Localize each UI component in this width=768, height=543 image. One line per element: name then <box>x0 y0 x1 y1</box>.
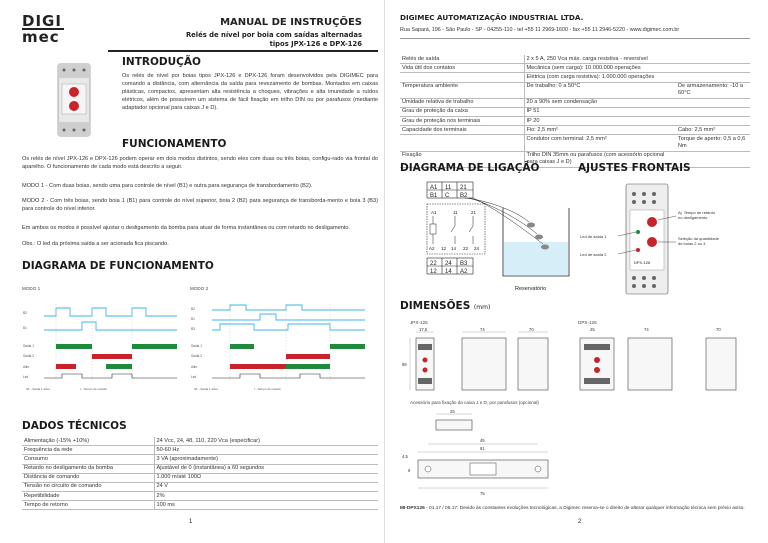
spec-value-2: Torque de aperto: 0,5 a 0,6 Nm <box>676 135 750 151</box>
spec-label: Capacidade dos terminais <box>400 126 524 135</box>
tech-row <box>22 473 378 482</box>
svg-text:68: 68 <box>402 362 407 367</box>
spec-label <box>400 135 524 151</box>
svg-text:25: 25 <box>590 327 595 332</box>
svg-text:70: 70 <box>529 327 534 332</box>
spec-row <box>400 117 750 126</box>
timing-diagram-modo1 <box>22 302 182 397</box>
led-saida2-label: Led de saída 2 <box>580 252 607 257</box>
spec-label: Fixação <box>400 151 524 167</box>
func-p4: Em ambos os modos é possível ajustar o desligamento da bomba para atuar de forma instantânea ou com retardo no desligamento. <box>22 225 351 231</box>
svg-text:Led: Led <box>191 375 197 379</box>
dimension-drawings <box>400 326 760 396</box>
tech-table <box>22 437 378 510</box>
aj-tempo-label: Aj. Tempo de retardo <box>678 210 716 215</box>
digimec-logo <box>22 14 64 45</box>
spec-value-2 <box>676 107 750 116</box>
spec-value-2: Cabo: 2,5 mm² <box>676 126 750 135</box>
svg-text:17,5: 17,5 <box>419 327 428 332</box>
term-top-1: 11 <box>445 185 452 191</box>
svg-text:no desligamento: no desligamento <box>678 215 708 220</box>
accessory-drawing <box>400 406 600 498</box>
svg-text:12: 12 <box>441 246 447 251</box>
page-divider <box>384 0 385 543</box>
subtitle-1: Relés de nível por boia com saídas alternadas <box>185 31 362 39</box>
dimensoes-heading: DIMENSÕES (mm) <box>400 300 491 312</box>
term-bot-2: B3 <box>460 261 468 267</box>
spec-value: 20 a 90% sem condensação <box>524 98 676 107</box>
spec-row <box>400 107 750 116</box>
term-bot-1: 24 <box>445 261 452 267</box>
term-bot-3: 12 <box>430 269 437 275</box>
svg-text:de boias 2 ou 3: de boias 2 ou 3 <box>678 241 706 246</box>
spec-row <box>400 82 750 98</box>
func-p2: MODO 1 - Com duas boias, sendo uma para controle de nível (B1) e outra para segurança de transbordamento (B2). <box>22 183 313 189</box>
spec-row <box>400 98 750 107</box>
svg-text:61: 61 <box>480 446 485 451</box>
spec-label: Relés de saída <box>400 55 524 64</box>
spec-value: IP 20 <box>524 117 676 126</box>
term-top-3: B1 <box>430 193 438 199</box>
svg-text:B1: B1 <box>23 326 27 330</box>
spec-label: Temperatura ambiente <box>400 82 524 98</box>
func-heading: FUNCIONAMENTO <box>122 138 227 150</box>
spec-value: Mecânica (sem carga): 10.000.000 operações <box>524 64 676 73</box>
spec-row <box>400 126 750 135</box>
svg-text:70: 70 <box>716 327 721 332</box>
ajustes-heading: AJUSTES FRONTAIS <box>578 162 691 174</box>
svg-text:Saída 1: Saída 1 <box>191 344 202 348</box>
tech-row <box>22 446 378 455</box>
spec-label <box>400 73 524 82</box>
tech-value: 24 Vcc, 24, 48, 110, 220 Vca (especificar) <box>154 437 378 446</box>
func-p3: MODO 2 - Com três boias, sendo boia 1 (B1) para controle do nível superior, boia 2 (B2) para segurança de transborda-mento e boia 3 (B3) para controle do nível inferior. <box>22 198 378 213</box>
product-image <box>52 60 96 140</box>
spec-value-2 <box>676 55 750 64</box>
spec-row <box>400 64 750 73</box>
logo-line1: DIGI <box>22 12 62 30</box>
tech-label: Retardo no desligamento da bomba <box>22 464 154 473</box>
specs-table <box>400 55 750 168</box>
spec-label: Vida útil dos contatos <box>400 64 524 73</box>
front-panel-diagram <box>578 180 758 298</box>
svg-text:24: 24 <box>474 246 480 251</box>
svg-text:14: 14 <box>451 246 457 251</box>
spec-value: 2 x 5 A, 250 Vca máx. carga resistiva - reversível <box>524 55 676 64</box>
term-bot-0: 22 <box>430 261 437 267</box>
svg-text:S1 - Saída 1 ativa: S1 - Saída 1 ativa <box>26 387 50 391</box>
led-saida1-label: Led de saída 1 <box>580 234 607 239</box>
svg-text:11: 11 <box>453 210 458 215</box>
acessorio-label: Acessório para fixação da caixa J e D, por parafusos (opcional) <box>410 400 539 405</box>
svg-text:75: 75 <box>480 491 485 496</box>
svg-text:6: 6 <box>408 468 411 473</box>
header-rule <box>400 38 750 39</box>
term-bot-5: A2 <box>460 269 468 275</box>
spec-value-2 <box>676 117 750 126</box>
svg-text:25: 25 <box>450 409 455 414</box>
svg-text:Saída 2: Saída 2 <box>23 354 34 358</box>
spec-value-2 <box>676 64 750 73</box>
company-address: Rua Sapará, 196 - São Paulo - SP - 04255-110 - tel +55 11 2969-1600 - fax +55 11 2946-5220 - www.digimec.com.br <box>400 27 680 33</box>
term-bot-4: 14 <box>445 269 452 275</box>
spec-value: IP 51 <box>524 107 676 116</box>
intro-heading: INTRODUÇÃO <box>122 56 201 68</box>
svg-text:Saída 2: Saída 2 <box>191 354 202 358</box>
modo1-label: MODO 1 <box>22 286 41 291</box>
dim-unit: (mm) <box>473 304 491 311</box>
tech-row <box>22 455 378 464</box>
tech-value: 24 V <box>154 482 378 491</box>
company-name: DIGIMEC AUTOMATIZAÇÃO INDUSTRIAL LTDA. <box>400 13 584 22</box>
tech-row <box>22 437 378 446</box>
sel-boias-label: Seleção da quantidade <box>678 236 719 241</box>
term-top-4: C <box>445 193 450 199</box>
svg-text:S1 - Saída 1 ativa: S1 - Saída 1 ativa <box>194 387 218 391</box>
footer-code: MI-DPX126 <box>400 506 425 511</box>
footer-text: - 01.17 / 06.17: Devido às constantes evoluções tecnológicas, a Digimec reserva-se o direito de alterar qualquer informação técnica sem prévio aviso. <box>424 506 745 511</box>
svg-text:t - Tempo de retardo: t - Tempo de retardo <box>254 387 281 391</box>
tech-value: 2% <box>154 492 378 501</box>
intro-text: Os relés de nível por boias tipos JPX-126 e DPX-126 foram desenvolvidos pela DIGIMEC para comando a distância, com alternância da saída para revezamento de bombas. Montados em caixas plásticas, compactos, apresentam alta resistência a choques, vibrações e alta imunidade a ruídos elétricos, além de possuírem um sistema de fácil fixação em trilho DIN ou por parafusos (mediante adaptador opcional para caixas J e D). <box>122 73 378 112</box>
svg-text:Alim.: Alim. <box>23 365 31 369</box>
svg-text:B1: B1 <box>191 317 195 321</box>
tech-row <box>22 482 378 491</box>
tech-value: 100 ms <box>154 501 378 510</box>
spec-label: Umidade relativa de trabalho <box>400 98 524 107</box>
tech-label: Consumo <box>22 455 154 464</box>
spec-value: Elétrica (com carga resistiva): 1.000.000 operações <box>524 73 676 82</box>
svg-text:21: 21 <box>471 210 477 215</box>
page-number-2: 2 <box>578 519 582 525</box>
svg-text:A2: A2 <box>429 246 435 251</box>
tech-value: 3 VA (aproximadamente) <box>154 455 378 464</box>
spec-value: Condutor com terminal: 2,5 mm² <box>524 135 676 151</box>
reservatorio-label: Reservatório <box>515 286 547 292</box>
tech-label: Distância de comando <box>22 473 154 482</box>
diag-lig-heading: DIAGRAMA DE LIGAÇÃO <box>400 162 540 174</box>
spec-value-2 <box>676 98 750 107</box>
wiring-diagram <box>425 180 575 298</box>
tech-label: Repetibilidade <box>22 492 154 501</box>
subtitle-2: tipos JPX-126 e DPX-126 <box>269 40 362 48</box>
tech-label: Tempo de retorno <box>22 501 154 510</box>
diag-func-heading: DIAGRAMA DE FUNCIONAMENTO <box>22 260 214 272</box>
modo2-label: MODO 2 <box>190 286 209 291</box>
dpx-label: DPX-126 <box>578 320 597 325</box>
spec-row <box>400 73 750 82</box>
spec-row <box>400 55 750 64</box>
svg-text:Alim.: Alim. <box>191 365 199 369</box>
tech-value: 50-60 Hz <box>154 446 378 455</box>
term-top-0: A1 <box>430 185 438 191</box>
svg-text:B3: B3 <box>191 327 195 331</box>
jpx-label: JPX-126 <box>410 320 428 325</box>
timing-diagram-modo2 <box>190 302 370 397</box>
svg-text:B2: B2 <box>191 307 195 311</box>
tech-label: Tensão no circuito de comando <box>22 482 154 491</box>
spec-value: Trilho DIN 35mm ou parafusos (com acessório opcional para caixas J e D) <box>524 151 676 167</box>
page-number-1: 1 <box>189 519 193 525</box>
svg-text:A1: A1 <box>431 210 437 215</box>
tech-row <box>22 501 378 510</box>
footer-note <box>400 506 745 512</box>
svg-text:74: 74 <box>644 327 649 332</box>
term-top-5: B2 <box>460 193 468 199</box>
spec-value: Fio: 2,5 mm² <box>524 126 676 135</box>
spec-value-2 <box>676 73 750 82</box>
svg-text:Saída 1: Saída 1 <box>23 344 34 348</box>
spec-value-2: De armazenamento: -10 a 60°C <box>676 82 750 98</box>
tech-label: Alimentação (-15% +10%) <box>22 437 154 446</box>
term-top-2: 21 <box>460 185 467 191</box>
svg-text:Led: Led <box>23 375 29 379</box>
manual-title: MANUAL DE INSTRUÇÕES <box>220 17 362 28</box>
svg-text:22: 22 <box>463 246 469 251</box>
func-p5: Obs.: O led da próxima saída a ser acionada fica piscando. <box>22 241 169 247</box>
spec-value: De trabalho: 0 a 50°C <box>524 82 676 98</box>
title-rule <box>108 50 378 52</box>
svg-text:45: 45 <box>480 438 485 443</box>
svg-text:t - Tempo de retardo: t - Tempo de retardo <box>80 387 107 391</box>
tech-value: 1.000 m/até 100Ω <box>154 473 378 482</box>
svg-text:4,5: 4,5 <box>402 454 408 459</box>
svg-text:B2: B2 <box>23 311 27 315</box>
spec-row <box>400 135 750 151</box>
spec-label: Grau de proteção da caixa <box>400 107 524 116</box>
spec-label: Grau de proteção nos terminais <box>400 117 524 126</box>
tech-row <box>22 464 378 473</box>
svg-text:74: 74 <box>480 327 485 332</box>
logo-line2: mec <box>22 28 64 44</box>
func-p1: Os relés de nível JPX-126 e DPX-126 podem operar em dois modos distintos, sendo eles com duas ou três boias, configu-rado via frontal do aparelho. O funcionamento de cada modo está descrito a seguir. <box>22 156 378 171</box>
tech-row <box>22 492 378 501</box>
tech-value: Ajustável de 0 (instantânea) a 60 segundos <box>154 464 378 473</box>
tech-label: Frequência da rede <box>22 446 154 455</box>
front-model-label: DPX-126 <box>634 260 651 265</box>
dados-heading: DADOS TÉCNICOS <box>22 420 127 432</box>
